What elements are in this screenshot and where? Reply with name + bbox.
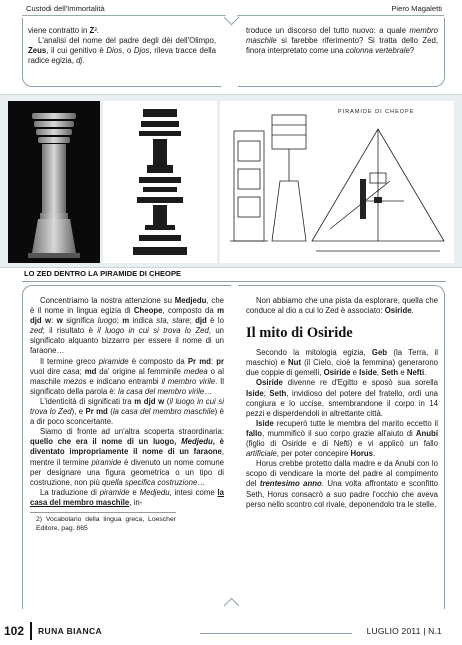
paragraph: Non abbiamo che una pista da esplorare, quella che conduce al dio a cui lo Zed è associato: Osiride. [246, 296, 438, 316]
paragraph: Secondo la mitologia egizia, Geb (la Terra, il maschio) e Nut (il Cielo, cioè la femmina) generarono due coppie di gemelli, Osiride e Iside, Seth e Nefti. [246, 348, 438, 378]
body-left-column [30, 296, 224, 533]
footer-rule [200, 633, 352, 634]
image-band [0, 94, 462, 268]
pyramid-diagram-icon [220, 101, 454, 263]
pyramid-section-diagram [220, 101, 454, 263]
paragraph: L'analisi del nome del padre degli dèi dell'Olimpo, Zeus, il cui genitivo è Dios, o Djos, rileva tracce della radice egizia, dj. [28, 36, 216, 66]
paragraph: troduce un discorso del tutto nuovo: a quale membro maschile si farebbe riferimento? Si tratta dello Zed, finora interpretato come una colonna vertebrale? [246, 26, 438, 56]
footer-bar [30, 622, 32, 640]
running-header-left: Custodi dell'Immortalità [26, 4, 105, 13]
paragraph: Siamo di fronte ad un'altra scoperta straordinaria: quello che era il nome di un luogo, Medjedu, è diventato impropriamente il nome di un faraone, mentre il termine piramide è divenuto un nome comune per designare una figura geometrica o un tipo di costruzione, non più quella specifica costruzione… [30, 427, 224, 487]
page-number: 102 [4, 624, 25, 638]
paragraph: L'identicità di significati tra m djd w (il luogo in cui si trova lo Zed), e Pr md (la casa del membro maschile) è a dir poco sconcertante. [30, 396, 225, 427]
paragraph: Iside recuperò tutte le membra del marito eccetto il fallo, mummificò il suo corpo grazie all'aiuto di Anubi (figlio di Osiride e di Nefti) e vi applicò un fallo artificiale, per poter concepire Horus. [246, 418, 438, 459]
issue-label: LUGLIO 2011 | N.1 [366, 626, 442, 636]
top-right-column [246, 26, 438, 56]
hieroglyph-zed-drawing [103, 101, 217, 263]
zed-pillar-photo [8, 101, 100, 263]
paragraph: La traduzione di piramide e Medjedu, intesi come la casa del membro maschile, in- [30, 487, 225, 507]
zed-pillar-icon [8, 101, 100, 263]
paragraph: Osiride divenne re d'Egitto e sposò sua sorella Iside; Seth, invidioso del potere del fratello, ordì una congiura e lo uccise, smembrandone il corpo in 14 pezzi e disperdendoli in altrettante città. [246, 378, 438, 418]
subheading: Il mito di Osiride [246, 325, 353, 342]
top-left-column [28, 26, 216, 66]
paragraph: viene contratto in Z². [28, 26, 100, 35]
paragraph: Il termine greco piramide è composto da Pr md: pr vuol dire casa; md da' origine al femminile medea o al maschile mezos e indicano entrambi il membro virile. Il significato della parola è: la casa del membro virile… [30, 356, 224, 396]
footnote: 2) Vocabolario della lingua greca, Loescher Editore, pag. 865 [30, 512, 176, 533]
paragraph: Horus crebbe protetto dalla madre e da Anubi con lo scopo di vendicare la morte del padre al compimento del trentesimo anno. Una volta affrontato e sconfitto Seth, Horus consacrò a suo padre l'occhio che aveva perso nello scontro col rivale, deponendolo tra le stelle. [246, 459, 439, 509]
running-header-right: Piero Magaletti [391, 4, 442, 13]
frame-notch-top [224, 10, 240, 26]
diagram-caption: PIRAMIDE DI CHEOPE [338, 109, 415, 115]
paragraph: Concentriamo la nostra attenzione su Medjedu, che è il nome in lingua egizia di Cheope, composto da m djd w: w significa luogo; m indica sta, stare; djd è lo zed; il risultato è il luogo in cui si trova lo Zed, un significato alquanto bizzarro per essere il nome di un faraone… [30, 296, 224, 356]
djed-glyph-icon [103, 101, 217, 263]
magazine-name: RUNA BIANCA [38, 626, 103, 636]
section-title: LO ZED DENTRO LA PIRAMIDE DI CHEOPE [22, 269, 446, 282]
body-right-column [246, 296, 438, 510]
